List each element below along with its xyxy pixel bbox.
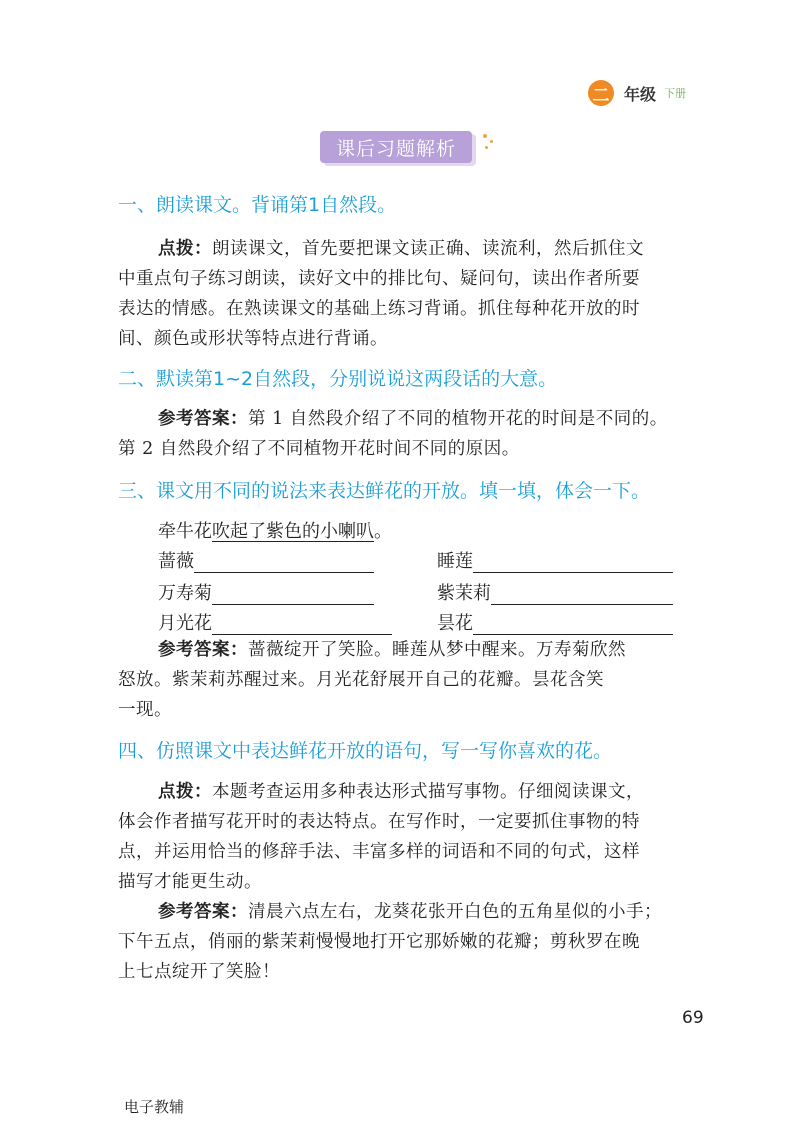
question-3-heading: 三、课文用不同的说法来表达鲜花的开放。填一填，体会一下。: [118, 480, 651, 502]
fill-blank-item: [158, 547, 374, 573]
fill-blank-item: [158, 609, 392, 635]
question-1-heading: 一、朗读课文。背诵第1自然段。: [118, 194, 397, 216]
answer-label: 参考答案：: [158, 409, 248, 429]
example-predicate: 吹起了紫色的小喇叭: [212, 521, 374, 542]
answer-line: 上七点绽开了笑脸！: [118, 962, 280, 982]
fill-blank-item: [158, 579, 374, 605]
example-sentence: [158, 517, 392, 543]
flower-name: 紫茉莉: [437, 583, 491, 604]
term-label: 下册: [664, 87, 687, 100]
answer-text: 清晨六点左右，龙葵花张开白色的五角星似的小手；: [248, 902, 662, 922]
example-end: 。: [374, 521, 392, 542]
footer-label: 电子教辅: [124, 1098, 185, 1116]
answer-blank[interactable]: [194, 552, 374, 573]
grade-badge: [588, 80, 686, 106]
question-2-heading: 二、默读第1~2自然段，分别说说这两段话的大意。: [118, 368, 558, 390]
hint-line: 间、颜色或形状等特点进行背诵。: [118, 329, 388, 349]
hint-line: 表达的情感。在熟读课文的基础上练习背诵。抓住每种花开放的时: [118, 299, 640, 319]
answer-text: 蔷薇绽开了笑脸。睡莲从梦中醒来。万寿菊欣然: [248, 640, 626, 660]
answer-line: 一现。: [118, 700, 172, 720]
answer-blank[interactable]: [473, 614, 673, 635]
fill-blank-item: [437, 547, 673, 573]
hint-label: 点拨：: [158, 782, 212, 802]
answer-blank[interactable]: [212, 614, 392, 635]
hint-line: 描写才能更生动。: [118, 872, 262, 892]
answer-line: 下午五点，俏丽的紫茉莉慢慢地打开它那娇嫩的花瓣；剪秋罗在晚: [118, 932, 640, 952]
answer-line: [158, 898, 662, 923]
answer-text: 第 1 自然段介绍了不同的植物开花的时间是不同的。: [248, 409, 668, 429]
page-number: 69: [682, 1008, 704, 1028]
sparkle-dot-icon: [490, 140, 493, 143]
hint-line: 中重点句子练习朗读，读好文中的排比句、疑问句，读出作者所要: [118, 269, 640, 289]
answer-blank[interactable]: [473, 552, 673, 573]
hint-line: 体会作者描写花开时的表达特点。在写作时，一定要抓住事物的特: [118, 812, 640, 832]
fill-blank-item: [437, 579, 673, 605]
hint-line: [158, 778, 644, 803]
hint-text: 朗读课文，首先要把课文读正确、读流利，然后抓住文: [212, 239, 644, 259]
hint-label: 点拨：: [158, 239, 212, 259]
answer-line: 怒放。紫茉莉苏醒过来。月光花舒展开自己的花瓣。昙花含笑: [118, 670, 604, 690]
answer-blank[interactable]: [491, 584, 673, 605]
sparkle-dot-icon: [483, 134, 487, 138]
grade-label: 年级: [624, 84, 657, 104]
answer-blank[interactable]: [212, 584, 374, 605]
example-subject: 牵牛花: [158, 521, 212, 542]
hint-line: 点，并运用恰当的修辞手法、丰富多样的词语和不同的句式，这样: [118, 842, 640, 862]
question-4-heading: 四、仿照课文中表达鲜花开放的语句，写一写你喜欢的花。: [118, 740, 613, 762]
flower-name: 蔷薇: [158, 551, 194, 572]
flower-name: 万寿菊: [158, 583, 212, 604]
sparkle-dot-icon: [485, 146, 488, 149]
answer-line: [158, 405, 668, 430]
answer-line: 第 2 自然段介绍了不同植物开花时间不同的原因。: [118, 439, 520, 459]
flower-name: 睡莲: [437, 551, 473, 572]
hint-line: [158, 235, 644, 260]
answer-label: 参考答案：: [158, 902, 248, 922]
flower-name: 昙花: [437, 613, 473, 634]
grade-number-badge: 二: [588, 80, 614, 106]
flower-name: 月光花: [158, 613, 212, 634]
fill-blank-item: [437, 609, 673, 635]
answer-label: 参考答案：: [158, 640, 248, 660]
section-title-tag: 课后习题解析: [320, 131, 472, 163]
answer-line: [158, 636, 626, 661]
hint-text: 本题考查运用多种表达形式描写事物。仔细阅读课文，: [212, 782, 644, 802]
